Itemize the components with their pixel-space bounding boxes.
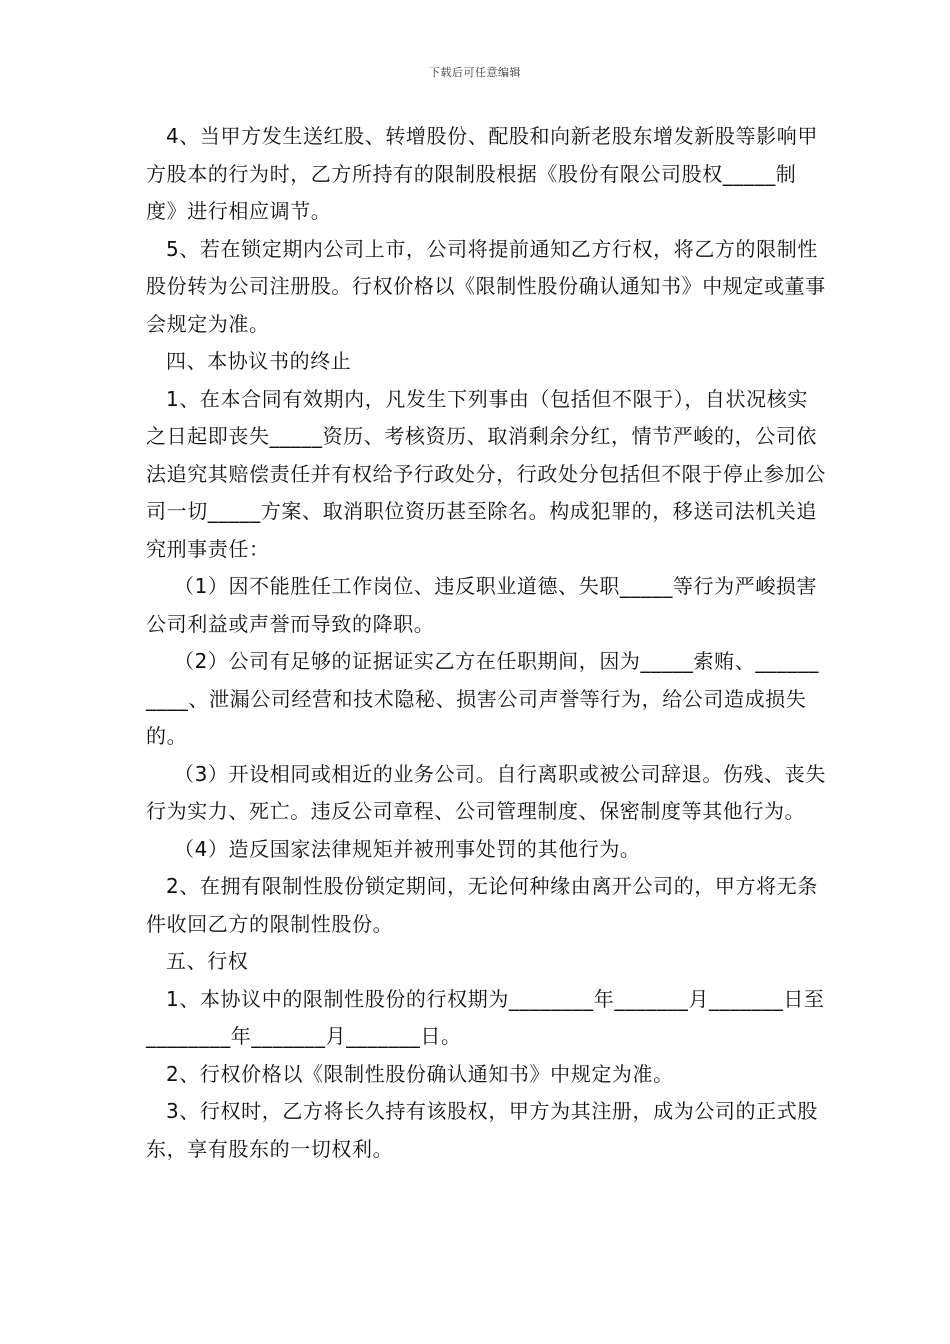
termination-clause-2: 2、在拥有限制性股份锁定期间，无论何种缘由离开公司的，甲方将无条件收回乙方的限制性股份。	[146, 874, 818, 936]
clause-4-adjustment: 4、当甲方发生送红股、转增股份、配股和向新老股东增发新股等影响甲方股本的行为时，乙方所持有的限制股根据《股份有限公司股权_____制度》进行相应调节。	[146, 124, 818, 223]
section-heading-exercise: 五、行权	[166, 949, 249, 973]
termination-item-1: （1）因不能胜任工作岗位、违反职业道德、失职_____等行为严峻损害公司利益或声誉而导致的降职。	[146, 574, 818, 636]
header-note: 下载后可任意编辑	[429, 66, 521, 79]
termination-item-4: （4）造反国家法律规矩并被刑事处罚的其他行为。	[174, 836, 641, 861]
section-heading-termination: 四、本协议书的终止	[166, 349, 352, 373]
termination-item-2: （2）公司有足够的证据证实乙方在任职期间，因为_____索贿、__________、泄漏公司经营和技术隐秘、损害公司声誉等行为，给公司造成损失的。	[146, 649, 819, 748]
exercise-clause-2: 2、行权价格以《限制性股份确认通知书》中规定为准。	[166, 1061, 674, 1086]
termination-item-3: （3）开设相同或相近的业务公司。自行离职或被公司辞退。伤残、丧失行为实力、死亡。违反公司章程、公司管理制度、保密制度等其他行为。	[146, 761, 826, 823]
exercise-clause-1: 1、本协议中的限制性股份的行权期为________年_______月_______日至________年_______月_______日。	[146, 986, 825, 1048]
document-body	[146, 118, 826, 1168]
termination-clause-1: 1、在本合同有效期内，凡发生下列事由（包括但不限于），自状况核实之日起即丧失_____资历、考核资历、取消剩余分红，情节严峻的，公司依法追究其赔偿责任并有权给予行政处分，行政处分包括但不限于停止参加公司一切_____方案、取消职位资历甚至除名。构成犯罪的，移送司法机关追究刑事责任：	[146, 386, 826, 561]
exercise-clause-3: 3、行权时，乙方将长久持有该股权，甲方为其注册，成为公司的正式股东，享有股东的一切权利。	[146, 1099, 818, 1161]
clause-5-listing: 5、若在锁定期内公司上市，公司将提前通知乙方行权，将乙方的限制性股份转为公司注册股。行权价格以《限制性股份确认通知书》中规定或董事会规定为准。	[146, 236, 826, 336]
